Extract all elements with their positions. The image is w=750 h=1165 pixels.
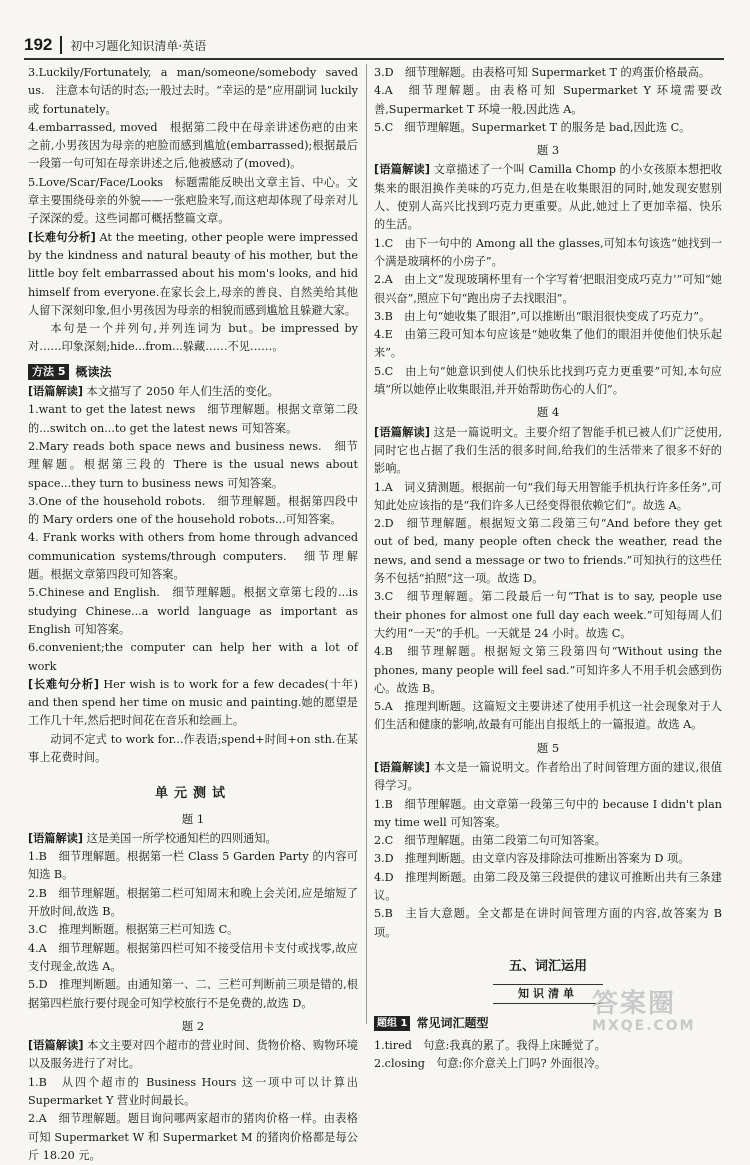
answer-item: 6.convenient;the computer can help her with a lot of work bbox=[28, 641, 358, 673]
page-header bbox=[24, 34, 724, 56]
answer-item: 2.D 细节理解题。根据短文第二段第三句“And before they get out of bed, many people often check the weather, read the news, and send a message or two to friends.”可知执行的这些任务不包括“拍照”这一项。故选 D。 bbox=[374, 517, 722, 586]
intro-text: 本文是一篇说明文。作者给出了时间管理方面的建议,很值得学习。 bbox=[374, 760, 722, 793]
column-divider bbox=[366, 64, 367, 1024]
answer-item: 5.Love/Scar/Face/Looks 标题需能反映出文章主旨、中心。文章主要围绕母亲的外貌——一张疤脸来写,而这疤却体现了母亲对儿子深深的爱。这些词都可概括整篇文章。 bbox=[28, 175, 358, 226]
group-title: 常见词汇题型 bbox=[416, 1016, 489, 1031]
right-column bbox=[374, 64, 722, 1073]
answer-item: 2.closing 句意:你介意关上门吗? 外面很冷。 bbox=[374, 1056, 607, 1070]
answer-item: 5.B 主旨大意题。全文都是在讲时间管理方面的内容,故答案为 B 项。 bbox=[374, 907, 722, 939]
answer-item: 1.C 由下一句中的 Among all the glasses,可知本句该选“她找到一个满是玻璃杯的小房子”。 bbox=[374, 236, 722, 268]
intro-tag: [语篇解读] bbox=[28, 1039, 84, 1053]
page-number: 192 bbox=[24, 36, 62, 54]
intro-text: 这是美国一所学校通知栏的四则通知。 bbox=[86, 831, 277, 845]
analysis-text: At the meeting, other people were impressed by the kindness and natural beauty of his mother, but the little boy felt embarrassed about his mom's looks, and hid himself from everyone.在家长会上,母亲的善良、自然美给其他人留下深刻印象,但小男孩因为母亲的相貌而感到尴尬且躲避大家。 bbox=[28, 230, 359, 317]
question-title: 题 3 bbox=[536, 143, 560, 158]
intro-text: 这是一篇说明文。主要介绍了智能手机已被人们广泛使用,同时它也占据了我们生活的很多时间,给我们的生活带来了很多不好的影响。 bbox=[374, 425, 722, 476]
method-badge: 方法 5 bbox=[28, 364, 69, 380]
answer-item: 5.C 细节理解题。Supermarket T 的服务是 bad,因此选 C。 bbox=[374, 120, 691, 134]
analysis-paragraph bbox=[28, 229, 358, 320]
answer-item: 3.B 由上句“她收集了眼泪”,可以推断出“眼泪很快变成了巧克力”。 bbox=[374, 309, 711, 323]
intro-tag: [语篇解读] bbox=[28, 831, 83, 845]
analysis-paragraph bbox=[28, 676, 358, 731]
method-title: 概读法 bbox=[75, 364, 112, 379]
passage-intro bbox=[28, 830, 358, 848]
analysis-tag: [长难句分析] bbox=[28, 230, 96, 244]
answer-item: 3.Luckily/Fortunately, a man/someone/somebody saved us. 注意本句话的时态;一般过去时。“幸运的是”应用副词 luckily 或 fortunately。 bbox=[28, 66, 358, 116]
left-column bbox=[28, 64, 358, 1165]
answer-item: 2.Mary reads both space news and business news. 细节理解题。根据第三段的 There is the usual news about space...they turn to business news 可知答案。 bbox=[28, 439, 358, 490]
answer-item: 1.A 词义猜测题。根据前一句“我们每天用智能手机执行许多任务”,可知此处应该指的是“我们许多人已经变得很依赖它们”。故选 A。 bbox=[374, 480, 722, 512]
answer-item: 4.E 由第三段可知本句应该是“她收集了他们的眼泪并使他们快乐起来”。 bbox=[374, 328, 722, 360]
group-badge: 题组 1 bbox=[374, 1016, 410, 1031]
answer-item: 4.A 细节理解题。根据第四栏可知不接受信用卡支付或找零,故应支付现金,故选 A。 bbox=[28, 941, 358, 973]
analysis-tag: [长难句分析] bbox=[28, 677, 99, 691]
answer-item: 1.B 从四个超市的 Business Hours 这一项中可以计算出 Supermarket Y 营业时间最长。 bbox=[28, 1075, 358, 1108]
answer-item: 4. Frank works with others from home through advanced communication systems/through computers. 细节理解题。根据文章第四段可知答案。 bbox=[28, 531, 358, 582]
intro-tag: [语篇解读] bbox=[28, 385, 83, 399]
section-heading: 五、词汇运用 bbox=[508, 958, 587, 974]
answer-item: 3.C 细节理解题。第二段最后一句“That is to say, people use their phones for almost one full day each week.”可知每周人们大约用“一天”的手机。一天就是 24 小时。故选 C。 bbox=[374, 590, 722, 640]
passage-intro bbox=[374, 759, 722, 796]
answer-item: 4.D 推理判断题。由第二段及第三段提供的建议可推断出共有三条建议。 bbox=[374, 870, 722, 903]
answer-item: 3.D 细节理解题。由表格可知 Supermarket T 的鸡蛋价格最高。 bbox=[374, 66, 711, 79]
unit-test-title: 单元测试 bbox=[154, 786, 231, 802]
answer-item: 4.embarrassed, moved 根据第二段中在母亲讲述伤疤的由来之前,小男孩因为母亲的疤脸而感到尴尬(embarrassed);根据最后一段第一句可知在母亲讲述之后,他被感动了(moved)。 bbox=[28, 120, 358, 171]
analysis-text: Her wish is to work for a few decades(十年) and then spend her time on music and painting.她的愿望是工作几十年,然后把时间花在音乐和绘画上。 bbox=[28, 677, 358, 728]
watermark-top: 答案圈 bbox=[592, 989, 677, 1019]
watermark-bottom: MXQE.COM bbox=[592, 1018, 696, 1034]
intro-text: 本文主要对四个超市的营业时间、货物价格、购物环境以及服务进行了对比。 bbox=[28, 1039, 358, 1071]
question-title: 题 5 bbox=[536, 740, 560, 755]
answer-item: 1.tired 句意:我真的累了。我得上床睡觉了。 bbox=[374, 1038, 606, 1052]
intro-text: 本文描写了 2050 年人们生活的变化。 bbox=[86, 385, 279, 399]
answer-item: 5.D 推理判断题。由通知第一、二、三栏可判断前三项是错的,根据第四栏旅行要付现金可知学校旅行不是免费的,故选 D。 bbox=[28, 978, 358, 1010]
answer-item: 4.A 细节理解题。由表格可知 Supermarket Y 环境需要改善,Supermarket T 环境一般,因此选 A。 bbox=[374, 84, 722, 116]
answer-item: 4.B 细节理解题。根据短文第三段第四句“Without using the phones, many people will feel sad.”可知许多人不用手机会感到伤心。故选 B。 bbox=[374, 645, 722, 695]
passage-intro bbox=[28, 1037, 358, 1074]
intro-tag: [语篇解读] bbox=[374, 425, 430, 439]
answer-item: 3.D 推理判断题。由文章内容及排除法可推断出答案为 D 项。 bbox=[374, 852, 690, 866]
answer-item: 5.A 推理判断题。这篇短文主要讲述了使用手机这一社会现象对于人们生活和健康的影响,故最有可能出自报纸上的一篇报道。故选 A。 bbox=[374, 700, 722, 732]
answer-item: 3.C 推理判断题。根据第三栏可知选 C。 bbox=[28, 923, 239, 937]
header-rule bbox=[24, 58, 724, 60]
passage-intro bbox=[374, 424, 722, 479]
question-title: 题 4 bbox=[536, 405, 560, 420]
intro-tag: [语篇解读] bbox=[374, 760, 430, 774]
analysis-note: 动词不定式 to work for...作表语;spend+时间+on sth.在某事上花费时间。 bbox=[28, 732, 358, 764]
method-heading bbox=[28, 363, 358, 381]
answer-item: 2.B 细节理解题。根据第二栏可知周末和晚上会关闭,应是缩短了开放时间,故选 B。 bbox=[28, 886, 358, 919]
answer-item: 2.A 由上文“发现玻璃杯里有一个字写着‘把眼泪变成巧克力’”可知“她很兴奋”,照应下句“跑出房子去找眼泪”。 bbox=[374, 273, 722, 305]
book-title: 初中习题化知识清单·英语 bbox=[70, 38, 207, 53]
answer-item: 2.C 细节理解题。由第二段第二句可知答案。 bbox=[374, 834, 606, 848]
knowledge-list-label: 知识清单 bbox=[493, 984, 603, 1004]
intro-tag: [语篇解读] bbox=[374, 163, 430, 177]
analysis-note: 本句是一个并列句,并列连词为 but。be impressed by 对……印象深刻;hide...from...躲藏……不见……。 bbox=[28, 322, 358, 354]
question-title: 题 1 bbox=[181, 811, 205, 826]
answer-item: 3.One of the household robots. 细节理解题。根据第四段中的 Mary orders one of the household robots...可知答案。 bbox=[28, 494, 358, 527]
answer-item: 2.A 细节理解题。题目询问哪两家超市的猪肉价格一样。由表格可知 Supermarket W 和 Supermarket M 的猪肉价格都是每公斤 18.20 元。 bbox=[28, 1112, 358, 1162]
intro-text: 文章描述了一个叫 Camilla Chomp 的小女孩原本想把收集来的眼泪换作美味的巧克力,但是在收集眼泪的同时,她发现安慰别人、使别人高兴比找到巧克力更重要。从此,她过上了更加幸福、快乐的生活。 bbox=[374, 163, 722, 232]
passage-intro bbox=[28, 383, 358, 401]
answer-item: 5.Chinese and English. 细节理解题。根据文章第七段的...is studying Chinese...a world language as important as English 可知答案。 bbox=[28, 586, 358, 636]
watermark bbox=[592, 990, 742, 1040]
answer-item: 5.C 由上句“她意识到使人们快乐比找到巧克力更重要”可知,本句应填“所以她停止收集眼泪,并开始帮助伤心的人们”。 bbox=[374, 364, 722, 397]
passage-intro bbox=[374, 161, 722, 234]
answer-item: 1.want to get the latest news 细节理解题。根据文章第二段的...switch on...to get the latest news 可知答案。 bbox=[28, 403, 358, 435]
answer-item: 1.B 细节理解题。根据第一栏 Class 5 Garden Party 的内容可知选 B。 bbox=[28, 850, 358, 882]
question-title: 题 2 bbox=[181, 1018, 205, 1033]
answer-item: 1.B 细节理解题。由文章第一段第三句中的 because I didn't plan my time well 可知答案。 bbox=[374, 797, 722, 829]
